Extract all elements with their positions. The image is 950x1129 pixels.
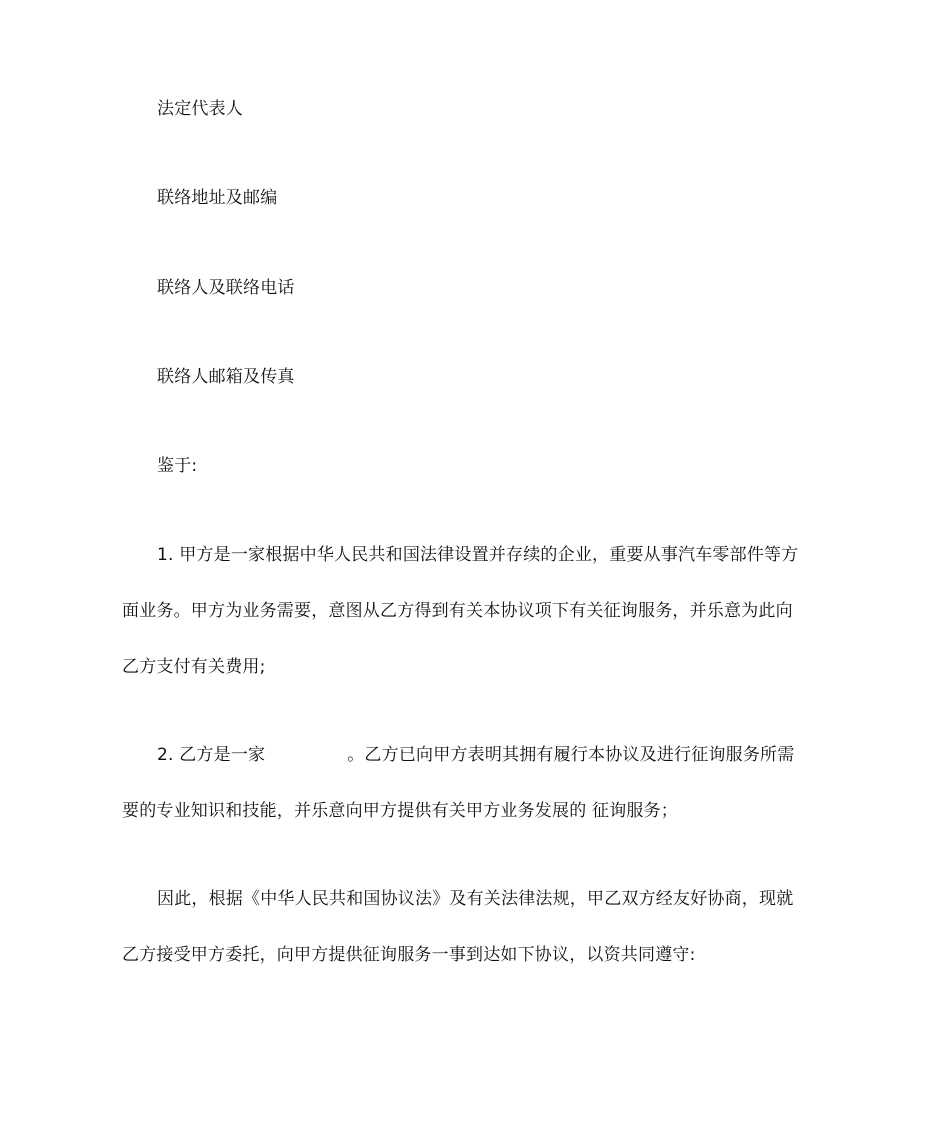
clause-1-line-2: 面业务。甲方为业务需要，意图从乙方得到有关本协议项下有关征询服务，并乐意为此向 bbox=[122, 601, 793, 621]
conclusion-line-2: 乙方接受甲方委托，向甲方提供征询服务一事到达如下协议，以资共同遵守: bbox=[122, 945, 696, 965]
clause-2-line-2: 要的专业知识和技能，并乐意向甲方提供有关甲方业务发展的 征询服务； bbox=[122, 801, 679, 821]
field-contact-email-fax: 联络人邮箱及传真 bbox=[157, 367, 295, 387]
field-contact-phone: 联络人及联络电话 bbox=[157, 278, 295, 298]
clause-1-line-1: 1. 甲方是一家根据中华人民共和国法律设置并存续的企业，重要从事汽车零部件等方 bbox=[157, 545, 799, 565]
clause-2-line-1-start: 2. 乙方是一家 bbox=[157, 745, 266, 765]
clause-1-line-3: 乙方支付有关费用; bbox=[122, 657, 266, 677]
clause-2-line-1 bbox=[157, 744, 794, 766]
clause-2-line-1-end: 。乙方已向甲方表明其拥有履行本协议及进行征询服务所需 bbox=[347, 745, 795, 765]
field-address-zip: 联络地址及邮编 bbox=[157, 188, 278, 208]
whereas-heading: 鉴于: bbox=[157, 456, 198, 476]
conclusion-line-1: 因此，根据《中华人民共和国协议法》及有关法律法规，甲乙双方经友好协商，现就 bbox=[157, 889, 794, 909]
field-legal-representative: 法定代表人 bbox=[157, 99, 243, 119]
